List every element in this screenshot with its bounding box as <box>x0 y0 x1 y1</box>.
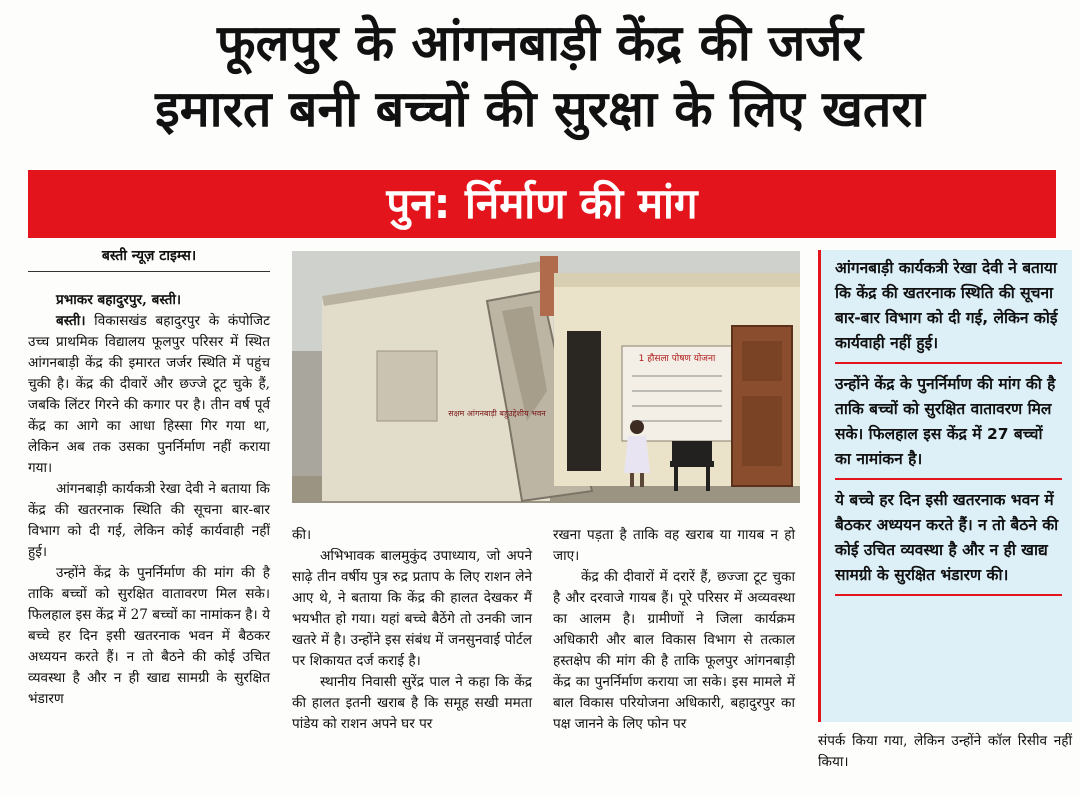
article-paragraph: स्थानीय निवासी सुरेंद्र पाल ने कहा कि केंद्र की हालत इतनी खराब है कि समूह सखी ममता पांडेय को राशन अपने घर पर <box>292 674 532 732</box>
article-column-3 <box>553 525 795 735</box>
article-paragraph: रखना पड़ता है ताकि वह खराब या गायब न हो जाए। <box>553 527 795 564</box>
photo-illustration <box>292 251 800 503</box>
article-paragraph: उन्होंने केंद्र के पुनर्निर्माण की मांग की है ताकि बच्चों को सुरक्षित वातावरण मिल सके। फिलहाल इस केंद्र में 27 बच्चों का नामांकन है। ये बच्चे हर दिन इसी खतरनाक भवन में बैठकर अध्ययन करते हैं। न तो बैठने की कोई उचित व्यवस्था है और न ही खाद्य सामग्री के सुरक्षित भंडारण <box>28 565 270 707</box>
paragraph-text: विकासखंड बहादुरपुर के कंपोजिट उच्च प्राथमिक विद्यालय फूलपुर परिसर में स्थित आंगनबाड़ी केंद्र की इमारत जर्जर स्थिति में पहुंच चुकी है। केंद्र की दीवारें और छज्जे टूट चुके हैं, जबकि लिंटर गिरने की कगार पर है। तीन वर्ष पूर्व केंद्र का आगे का आधा हिस्सा गिर गया था, लेकिन अब तक उसका पुनर्निर्माण नहीं कराया गया। <box>28 313 270 476</box>
article-paragraph: आंगनबाड़ी कार्यकत्री रेखा देवी ने बताया कि केंद्र की खतरनाक स्थिति की सूचना बार-बार विभाग को दी गई, लेकिन कोई कार्यवाही नहीं हुई। <box>28 481 270 560</box>
photo-wall-text: सक्षम आंगनबाड़ी बहुउद्देशीय भवन <box>448 409 546 418</box>
headline <box>0 10 1080 142</box>
highlight-sidebar <box>818 250 1072 722</box>
photo-board-text: 1 हौसला पोषण योजना <box>638 354 716 364</box>
subheadline-banner: पुन: र्निर्माण की मांग <box>28 170 1056 238</box>
article-column-4 <box>818 731 1072 773</box>
article-paragraph: अभिभावक बालमुकुंद उपाध्याय, जो अपने साढ़े तीन वर्षीय पुत्र रुद्र प्रताप के लिए राशन लेने आए थे, ने बताया कि केंद्र की हालत देखकर मैं भयभीत हो गया। यहां बच्चे बैठेंगे तो उनकी जान खतरे में है। उन्होंने इस संबंध में जनसुनवाई पोर्टल पर शिकायत दर्ज कराई है। <box>292 548 532 669</box>
article-paragraph: केंद्र की दीवारों में दरारें हैं, छज्जा टूट चुका है और दरवाजे गायब हैं। पूरे परिसर में अव्यवस्था का आलम है। ग्रामीणों ने जिला कार्यक्रम अधिकारी और बाल विकास विभाग से तत्काल हस्तक्षेप की मांग की है ताकि फूलपुर आंगनबाड़ी केंद्र का पुनर्निर्माण कराया जा सके। इस मामले में बाल विकास परियोजना अधिकारी, बहादुरपुर का पक्ष जानने के लिए फोन पर <box>553 569 795 732</box>
sidebar-quote-3: ये बच्चे हर दिन इसी खतरनाक भवन में बैठकर अध्ययन करते हैं। न तो बैठने की कोई उचित व्यवस्था है और न ही खाद्य सामग्री के सुरक्षित भंडारण की। <box>835 486 1062 596</box>
article-column-1 <box>28 290 270 710</box>
source-credit: बस्ती न्यूज़ टाइम्स। <box>28 246 270 272</box>
sidebar-quote-2: उन्होंने केंद्र के पुनर्निर्माण की मांग की है ताकि बच्चों को सुरक्षित वातावरण मिल सके। फिलहाल इस केंद्र में 27 बच्चों का नामांकन है। <box>835 370 1062 480</box>
sidebar-quote-1: आंगनबाड़ी कार्यकत्री रेखा देवी ने बताया कि केंद्र की खतरनाक स्थिति की सूचना बार-बार विभाग को दी गई, लेकिन कोई कार्यवाही नहीं हुई। <box>835 254 1062 364</box>
headline-line-2: इमारत बनी बच्चों की सुरक्षा के लिए खतरा <box>155 80 925 138</box>
building-photo <box>292 251 800 503</box>
article-paragraph: की। <box>292 527 312 543</box>
article-paragraph <box>28 311 270 479</box>
article-paragraph: संपर्क किया गया, लेकिन उन्होंने कॉल रिसीव नहीं किया। <box>818 733 1072 770</box>
article-column-2 <box>292 525 532 735</box>
byline: प्रभाकर बहादुरपुर, बस्ती। <box>56 292 182 308</box>
headline-line-1: फूलपुर के आंगनबाड़ी केंद्र की जर्जर <box>217 14 863 72</box>
dateline: बस्ती। <box>56 313 86 329</box>
